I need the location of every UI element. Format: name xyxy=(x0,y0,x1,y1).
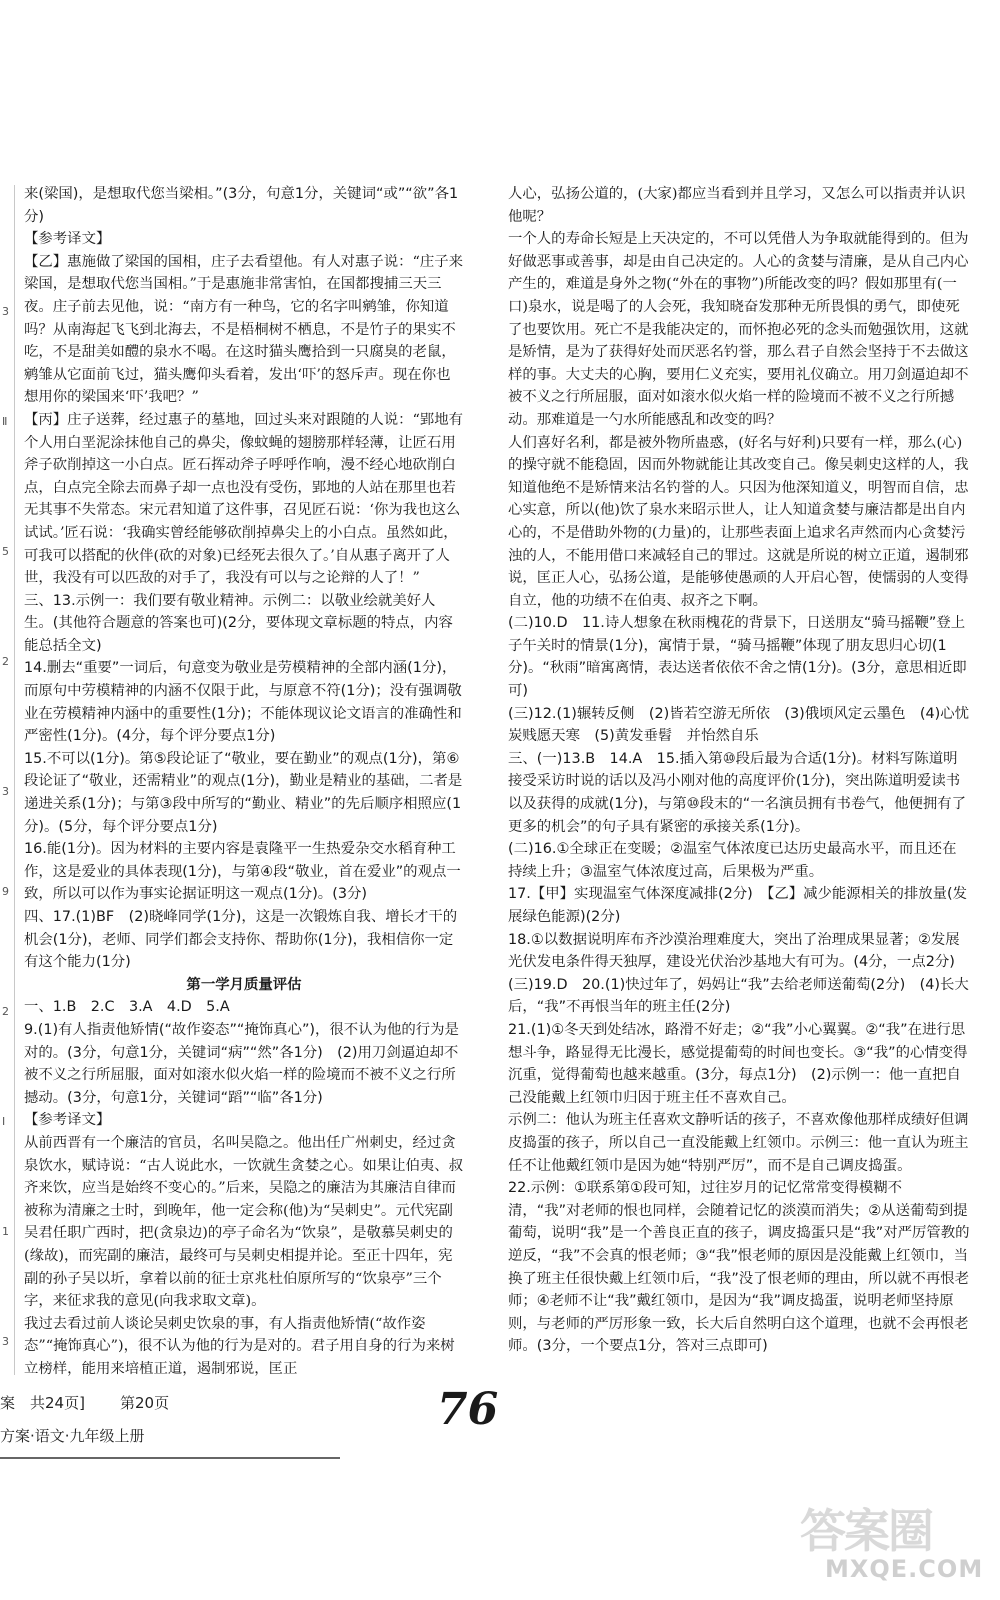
answer-column-right xyxy=(508,183,970,1358)
answer-item: 15.不可以(1分)。第⑤段论证了“敬业，要在勤业”的观点(1分)，第⑥段论证了“敬业，还需精业”的观点(1分)，勤业是精业的基础，二者是递进关系(1分)；与第③段中所写的“勤业、精业”的先后顺序相照应(1分)。(5分，每个评分要点1分) xyxy=(24,750,463,835)
answer-item: 示例二：他认为班主任喜欢文静听话的孩子，不喜欢像他那样成绩好但调皮捣蛋的孩子，所以自己一直没能戴上红领巾。示例三：他一直认为班主任不让他戴红领巾是因为她“特别严厉”，而不是自己调皮捣蛋。 xyxy=(508,1112,969,1174)
answer-item: (三)19.D 20.(1)快过年了，妈妈让“我”去给老师送葡萄(2分) (4)长大后，“我”不再恨当年的班主任(2分) xyxy=(508,976,969,1016)
answer-item: 一、1.B 2.C 3.A 4.D 5.A xyxy=(24,999,230,1016)
translation-paragraph: 我过去看过前人谈论吴刺史饮泉的事，有人指责他矫情(“故作姿态”“掩饰真心”)，很不认为他的行为是对的。君子用自身的行为来树立榜样，能用来培植正道，遏制邪说，匡正 xyxy=(24,1315,455,1377)
translation-paragraph: 一个人的寿命长短是上天决定的，不可以凭借人为争取就能得到的。但为好做恶事或善事，却是由自己决定的。人心的贪婪与清廉，是从自己内心产生的，难道是身外之物(“外在的事物”)所能改变的吗？假如那里有(一口)泉水，说是喝了的人会死，我知晓奋发那种无所畏惧的勇气，即使死了也要饮用。死亡不是我能决定的，而怀抱必死的念头而勉强饮用，这就是矫情，是为了获得好处而厌恶名钓誉，那么君子自然会坚持于不去做这样的事。大丈夫的心胸，要用仁义充实，要用礼仪确立。用刀剑逼迫却不被不义之行所屈服，面对如滚水似火焰一样的险境而不被不义之行所撼动。那难道是一勺水所能感乱和改变的吗？ xyxy=(508,231,969,428)
answer-line: 来(梁国)，是想取代您当梁相。”(3分，句意1分，关键词“或”“欲”各1分) xyxy=(24,186,459,225)
answer-column-left xyxy=(24,183,464,1380)
gutter-mark: 2 xyxy=(2,1005,9,1018)
answer-item: 22.示例：①联系第①段可知，过往岁月的记忆常常变得模糊不清，“我”对老师的恨也同样，会随着记忆的淡漠而消失；②从送葡萄到提葡萄，说明“我”是一个善良正直的孩子，调皮捣蛋只是“我”对严厉管教的逆反，“我”不会真的恨老师；③“我”恨老师的原因是没能戴上红领巾，当换了班主任很快戴上红领巾后，“我”没了恨老师的理由，所以就不再恨老师；④老师不让“我”戴红领巾，是因为“我”调皮捣蛋，说明老师坚持原则，与老师的严厉形象一致，长大后自然明白这个道理，也就不会再恨老师。(3分，一个要点1分，答对三点即可) xyxy=(508,1180,970,1355)
answer-item: 三、(一)13.B 14.A 15.插入第⑩段后最为合适(1分)。材料写陈道明接受采访时说的话以及冯小刚对他的高度评价(1分)，突出陈道明爱读书以及获得的成就(1分)，与第⑩段末的“一名演员拥有书卷气，他便拥有了更多的机会”的句子具有紧密的承接关系(1分)。 xyxy=(508,750,967,835)
answer-item: 18.①以数据说明库布齐沙漠治理难度大，突出了治理成果显著；②发展光伏发电条件得天独厚，建设光伏治沙基地大有可为。(4分，一点2分) xyxy=(508,931,960,971)
answer-item: 21.(1)①冬天到处结冰，路滑不好走；②“我”小心翼翼。②“我”在进行思想斗争，路显得无比漫长，感觉提葡萄的时间也变长。③“我”的心情变得沉重，觉得葡萄也越来越重。(3分，每点1分) (2)示例一：他一直把自己没能戴上红领巾归因于班主任不喜欢自己。 xyxy=(508,1021,968,1106)
translation-paragraph: 【乙】惠施做了梁国的国相，庄子去看望他。有人对惠子说：“庄子来梁国，是想取代您当国相。”于是惠施非常害怕，在国都搜捕三天三夜。庄子前去见他，说：“南方有一种鸟，它的名字叫鹓雏，你知道吗？从南海起飞飞到北海去，不是梧桐树不栖息，不是竹子的果实不吃，不是甜美如醴的泉水不喝。在这时猫头鹰拾到一只腐臭的老鼠，鹓雏从它面前飞过，猫头鹰仰头看着，发出‘吓’的怒斥声。现在你也想用你的梁国来‘吓’我吧？” xyxy=(24,253,464,406)
footer-page-info: 案 共24页] xyxy=(0,1394,85,1412)
translation-paragraph: 人心，弘扬公道的，(大家)都应当看到并且学习，又怎么可以指责并认识他呢？ xyxy=(508,186,966,225)
gutter-mark: 5 xyxy=(2,545,9,558)
translation-paragraph: 【丙】庄子送葬，经过惠子的墓地，回过头来对跟随的人说：“郢地有个人用白垩泥涂抹他自己的鼻尖，像蚊蝇的翅膀那样轻薄，让匠石用斧子砍削掉这一小白点。匠石挥动斧子呼呼作响，漫不经心地砍削白点，白点完全除去而鼻子却一点也没有受伤，郢地的人站在那里也若无其事不失常态。宋元君知道了这件事，召见匠石说：‘你为我也这么试试。’匠石说：‘我确实曾经能够砍削掉鼻尖上的小白点。虽然如此，可我可以搭配的伙伴(砍的对象)已经死去很久了。’自从惠子离开了人世，我没有可以匹敌的对手了，我没有可以与之论辩的人了！” xyxy=(24,411,464,587)
page-number: 76 xyxy=(437,1384,499,1435)
section-heading: 【参考译文】 xyxy=(24,1112,111,1129)
footer-book-title: 方案·语文·九年级上册 xyxy=(0,1427,145,1445)
watermark-text: 答案圈 xyxy=(800,1504,932,1558)
answer-item: 17.【甲】实现温室气体深度减排(2分) 【乙】减少能源相关的排放量(发展绿色能源)(2分) xyxy=(508,886,968,925)
footer-divider xyxy=(0,1457,340,1459)
section-title: 第一学月质量评估 xyxy=(186,976,302,993)
gutter-mark: I xyxy=(2,1115,6,1128)
gutter-mark: 1 xyxy=(2,1225,9,1238)
answer-item: (二)10.D 11.诗人想象在秋雨槐花的背景下，日送朋友“骑马摇鞭”登上子午关时的情景(1分)，寓情于景，“骑马摇鞭”体现了朋友思归心切(1分)。“秋雨”暗寓离情，表达送者依依不舍之情(1分)。(3分，意思相近即可) xyxy=(508,615,967,700)
watermark-url: MXQE.COM xyxy=(825,1555,984,1583)
translation-paragraph: 从前西晋有一个廉洁的官员，名叫吴隐之。他出任广州刺史，经过贪泉饮水，赋诗说：“古人说此水，一饮就生贪婪之心。如果让伯夷、叔齐来饮，应当是始终不变心的。”后来，吴隐之的廉洁为其廉洁自律而被称为清廉之士时，到晚年，他一定会称(他)为“吴刺史”。元代宪副吴君任职广西时，把(贪泉边)的亭子命名为“饮泉”，是敬慕吴刺史的(缘故)，而宪副的廉洁，最终可与吴刺史相提并论。至正十四年，宪副的孙子吴以圻，拿着以前的征士京兆杜伯原所写的“饮泉亭”三个字，来征求我的意见(向我求取文章)。 xyxy=(24,1134,464,1310)
gutter-mark: Ⅱ xyxy=(2,415,8,428)
answer-item: 16.能(1分)。因为材料的主要内容是袁隆平一生热爱杂交水稻育种工作，这是爱业的具体表现(1分)，与第④段“敬业，首在爱业”的观点一致，所以可以作为事实论据证明这一观点(1分)。(3分) xyxy=(24,841,461,903)
section-heading: 【参考译文】 xyxy=(24,231,111,248)
gutter-mark: 2 xyxy=(2,655,9,668)
gutter-mark: 3 xyxy=(2,785,9,798)
gutter-mark: 3 xyxy=(2,1335,9,1348)
footer-page-label: 第20页 xyxy=(120,1394,170,1412)
answer-item: (三)12.(1)辗转反侧 (2)皆若空游无所依 (3)俄顷风定云墨色 (4)心忧炭贱愿天寒 (5)黄发垂髫 并怡然自乐 xyxy=(508,705,970,745)
answer-item: 三、13.示例一：我们要有敬业精神。示例二：以敬业绘就美好人生。(其他符合题意的答案也可)(2分，要体现文章标题的特点，内容能总括全文) xyxy=(24,592,453,654)
watermark-logo xyxy=(800,1495,984,1590)
binding-gutter xyxy=(0,185,15,1375)
gutter-mark: 3 xyxy=(2,305,9,318)
answer-item: 四、17.(1)BF (2)晓峰同学(1分)，这是一次锻炼自我、增长才干的机会(1分)，老师、同学们都会支持你、帮助你(1分)，我相信你一定有这个能力(1分) xyxy=(24,909,458,971)
answer-item: (二)16.①全球正在变暖；②温室气体浓度已达历史最高水平，而且还在持续上升；③温室气体浓度过高，后果极为严重。 xyxy=(508,841,957,880)
answer-item: 9.(1)有人指责他矫情(“故作姿态”“掩饰真心”)，很不认为他的行为是对的。(3分，句意1分，关键词“病”“然”各1分) (2)用刀剑逼迫却不被不义之行所屈服，面对如滚水似火焰一样的险境而不被不义之行所撼动。(3分，句意1分，关键词“蹈”“临”各1分) xyxy=(24,1021,459,1106)
translation-paragraph: 人们喜好名利，都是被外物所蛊惑，(好名与好利)只要有一样，那么(心)的操守就不能稳固，因而外物就能让其改变自己。像吴刺史这样的人，我知道他绝不是矫情来沽名钓誉的人。只因为他深知道义，明智而自信，忠心实意，所以(他)饮了泉水来昭示世人，让人知道贪婪与廉洁都是出自内心的，不是借助外物的(力量)的，让那些表面上追求名声然而内心贪婪污浊的人，不能用借口来减轻自己的罪过。这就是所说的树立正道，遏制邪说，匡正人心，弘扬公道，是能够使愚顽的人开启心智，使懦弱的人变得自立，他的功绩不在伯夷、叔齐之下啊。 xyxy=(508,434,969,609)
gutter-mark: 9 xyxy=(2,885,9,898)
answer-item: 14.删去“重要”一词后，句意变为敬业是劳模精神的全部内涵(1分)，而原句中劳模精神的内涵不仅限于此，与原意不符(1分)；没有强调敬业在劳模精神内涵中的重要性(1分)；不能体现议论文语言的准确性和严密性(1分)。(4分，每个评分要点1分) xyxy=(24,660,462,745)
